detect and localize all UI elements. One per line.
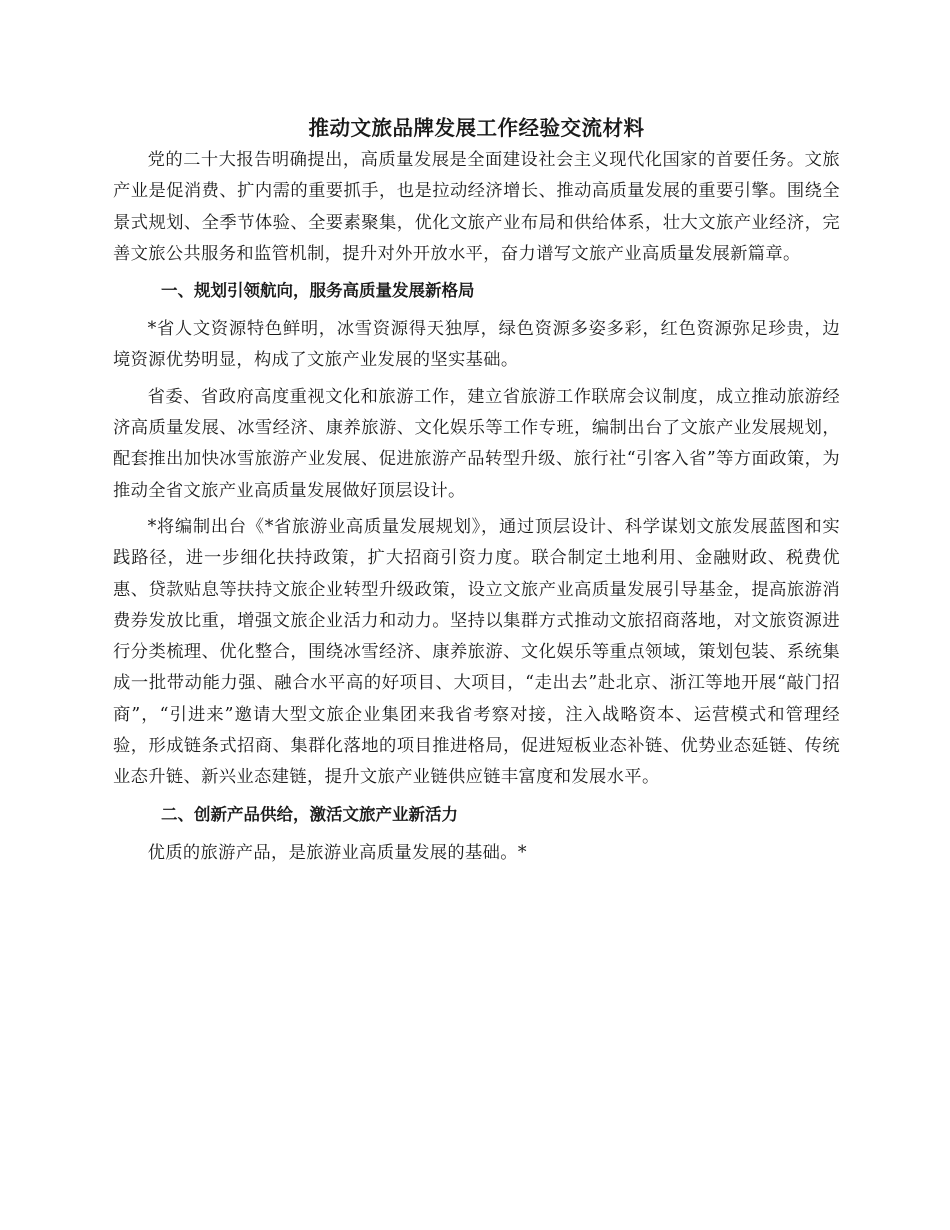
document-title: 推动文旅品牌发展工作经验交流材料 <box>308 116 645 140</box>
section-2-paragraph-1: 优质的旅游产品，是旅游业高质量发展的基础。* <box>147 842 527 863</box>
section-1-paragraph-3: *将编制出台《*省旅游业高质量发展规划》，通过顶层设计、科学谋划文旅发展蓝图和实践路径，进一步细化扶持政策，扩大招商引资力度。联合制定土地利用、金融财政、税费优惠、贷款贴息等扶持文旅企业转型升级政策，设立文旅产业高质量发展引导基金，提高旅游消费券发放比重，增强文旅企业活力和动力。坚持以集群方式推动文旅招商落地，对文旅资源进行分类梳理、优化整合，围绕冰雪经济、康养旅游、文化娱乐等重点领域，策划包装、系统集成一批带动能力强、融合水平高的好项目、大项目，“走出去”赴北京、浙江等地开展“敲门招商”，“引进来”邀请大型文旅企业集团来我省考察对接，注入战略资本、运营模式和管理经验，形成链条式招商、集群化落地的项目推进格局，促进短板业态补链、优势业态延链、传统业态升链、新兴业态建链，提升文旅产业链供应链丰富度和发展水平。 <box>113 516 840 788</box>
intro-paragraph: 党的二十大报告明确提出，高质量发展是全面建设社会主义现代化国家的首要任务。文旅产业是促消费、扩内需的重要抓手，也是拉动经济增长、推动高质量发展的重要引擎。围绕全景式规划、全季节体验、全要素聚集，优化文旅产业布局和供给体系，壮大文旅产业经济，完善文旅公共服务和监管机制，提升对外开放水平，奋力谱写文旅产业高质量发展新篇章。 <box>113 150 840 264</box>
document-body <box>113 112 840 874</box>
section-1-heading: 一、规划引领航向，服务高质量发展新格局 <box>161 281 475 301</box>
section-1-paragraph-1: *省人文资源特色鲜明，冰雪资源得天独厚，绿色资源多姿多彩，红色资源弥足珍贵，边境资源优势明显，构成了文旅产业发展的坚实基础。 <box>113 319 840 371</box>
section-2-heading: 二、创新产品供给，激活文旅产业新活力 <box>161 804 458 824</box>
section-1-paragraph-2: 省委、省政府高度重视文化和旅游工作，建立省旅游工作联席会议制度，成立推动旅游经济高质量发展、冰雪经济、康养旅游、文化娱乐等工作专班，编制出台了文旅产业发展规划，配套推出加快冰雪旅游产业发展、促进旅游产品转型升级、旅行社“引客入省”等方面政策，为推动全省文旅产业高质量发展做好顶层设计。 <box>113 386 840 501</box>
